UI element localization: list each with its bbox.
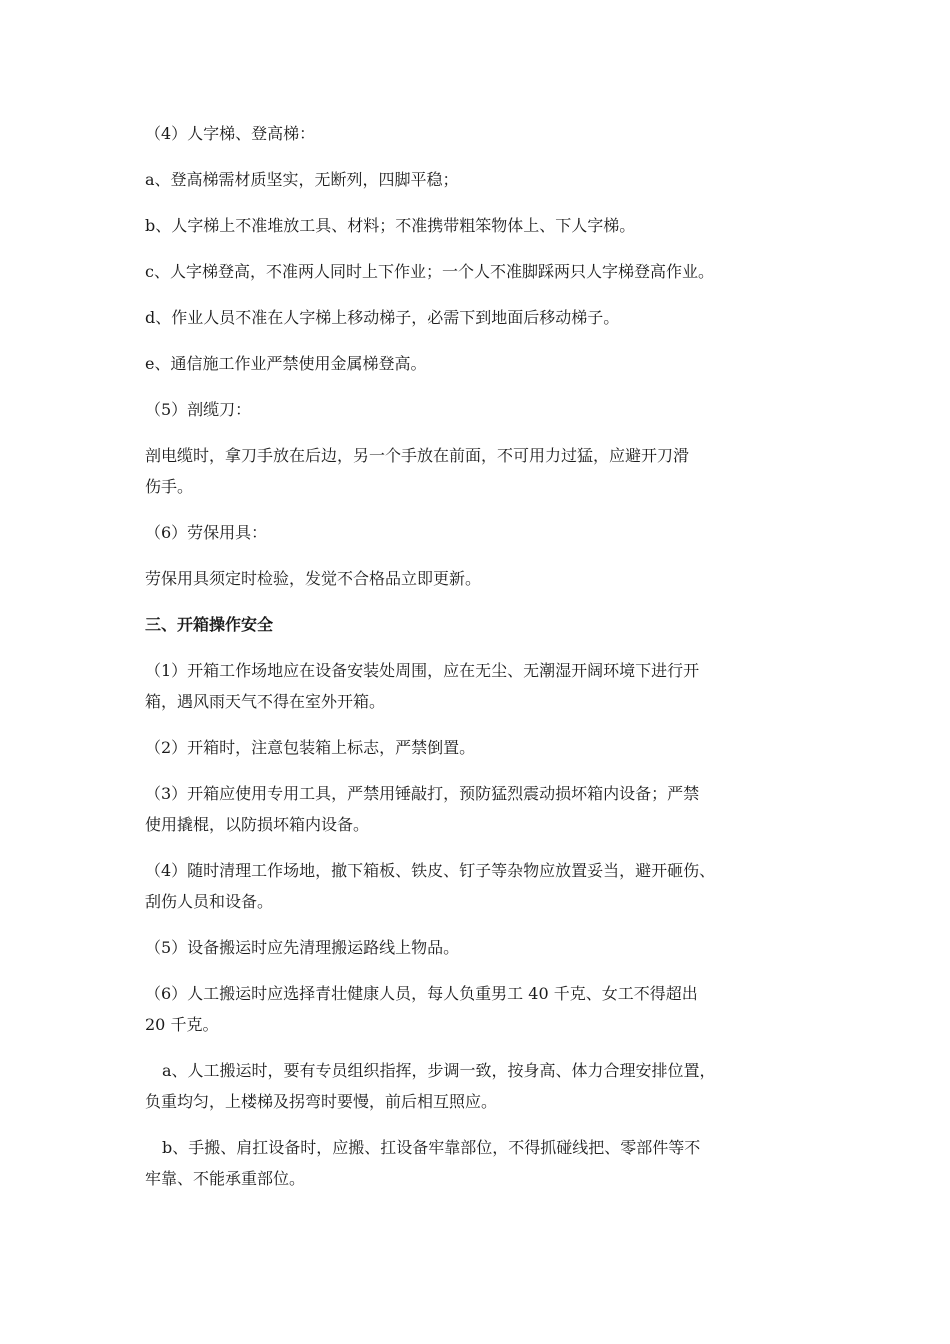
paragraph-line: 劳保用具须定时检验，发觉不合格品立即更新。	[145, 569, 482, 588]
item-e: e、通信施工作业严禁使用金属梯登高。	[145, 354, 427, 373]
item-2: （2）开箱时，注意包装箱上标志，严禁倒置。	[145, 738, 476, 757]
item-3: （3）开箱应使用专用工具，严禁用锤敲打，预防猛烈震动损坏箱内设备；严禁	[145, 784, 700, 803]
paragraph-line: 使用撬棍，以防损坏箱内设备。	[145, 815, 370, 834]
paragraph-line: 20 千克。	[145, 1015, 219, 1034]
heading-protective-gear: （6）劳保用具：	[145, 523, 268, 542]
document-body	[145, 118, 817, 1194]
section-heading-unpacking: 三、开箱操作安全	[145, 615, 274, 634]
sub-item-b: b、手搬、肩扛设备时，应搬、扛设备牢靠部位，不得抓碰线把、零部件等不	[162, 1138, 701, 1157]
item-5: （5）设备搬运时应先清理搬运路线上物品。	[145, 938, 460, 957]
item-4: （4）随时清理工作场地，撤下箱板、铁皮、钉子等杂物应放置妥当，避开砸伤、	[145, 861, 716, 880]
heading-cable-knife: （5）剖缆刀：	[145, 400, 252, 419]
paragraph-line: 伤手。	[145, 477, 194, 496]
item-a: a、登高梯需材质坚实，无断列，四脚平稳；	[145, 170, 459, 189]
paragraph-line: 牢靠、不能承重部位。	[145, 1169, 306, 1188]
paragraph-line: 刮伤人员和设备。	[145, 892, 274, 911]
sub-item-a: a、人工搬运时，要有专员组织指挥，步调一致，按身高、体力合理安排位置，	[162, 1061, 716, 1080]
paragraph-line: 箱，遇风雨天气不得在室外开箱。	[145, 692, 386, 711]
heading-ladder: （4）人字梯、登高梯：	[145, 124, 316, 143]
item-c: c、人字梯登高，不准两人同时上下作业；一个人不准脚踩两只人字梯登高作业。	[145, 262, 714, 281]
item-d: d、作业人员不准在人字梯上移动梯子，必需下到地面后移动梯子。	[145, 308, 620, 327]
item-1: （1）开箱工作场地应在设备安装处周围，应在无尘、无潮湿开阔环境下进行开	[145, 661, 700, 680]
item-b: b、人字梯上不准堆放工具、材料；不准携带粗笨物体上、下人字梯。	[145, 216, 636, 235]
paragraph-line: 负重均匀，上楼梯及拐弯时要慢，前后相互照应。	[145, 1092, 498, 1111]
paragraph-line: 剖电缆时，拿刀手放在后边，另一个手放在前面，不可用力过猛，应避开刀滑	[145, 446, 690, 465]
item-6: （6）人工搬运时应选择青壮健康人员，每人负重男工 40 千克、女工不得超出	[145, 984, 698, 1003]
